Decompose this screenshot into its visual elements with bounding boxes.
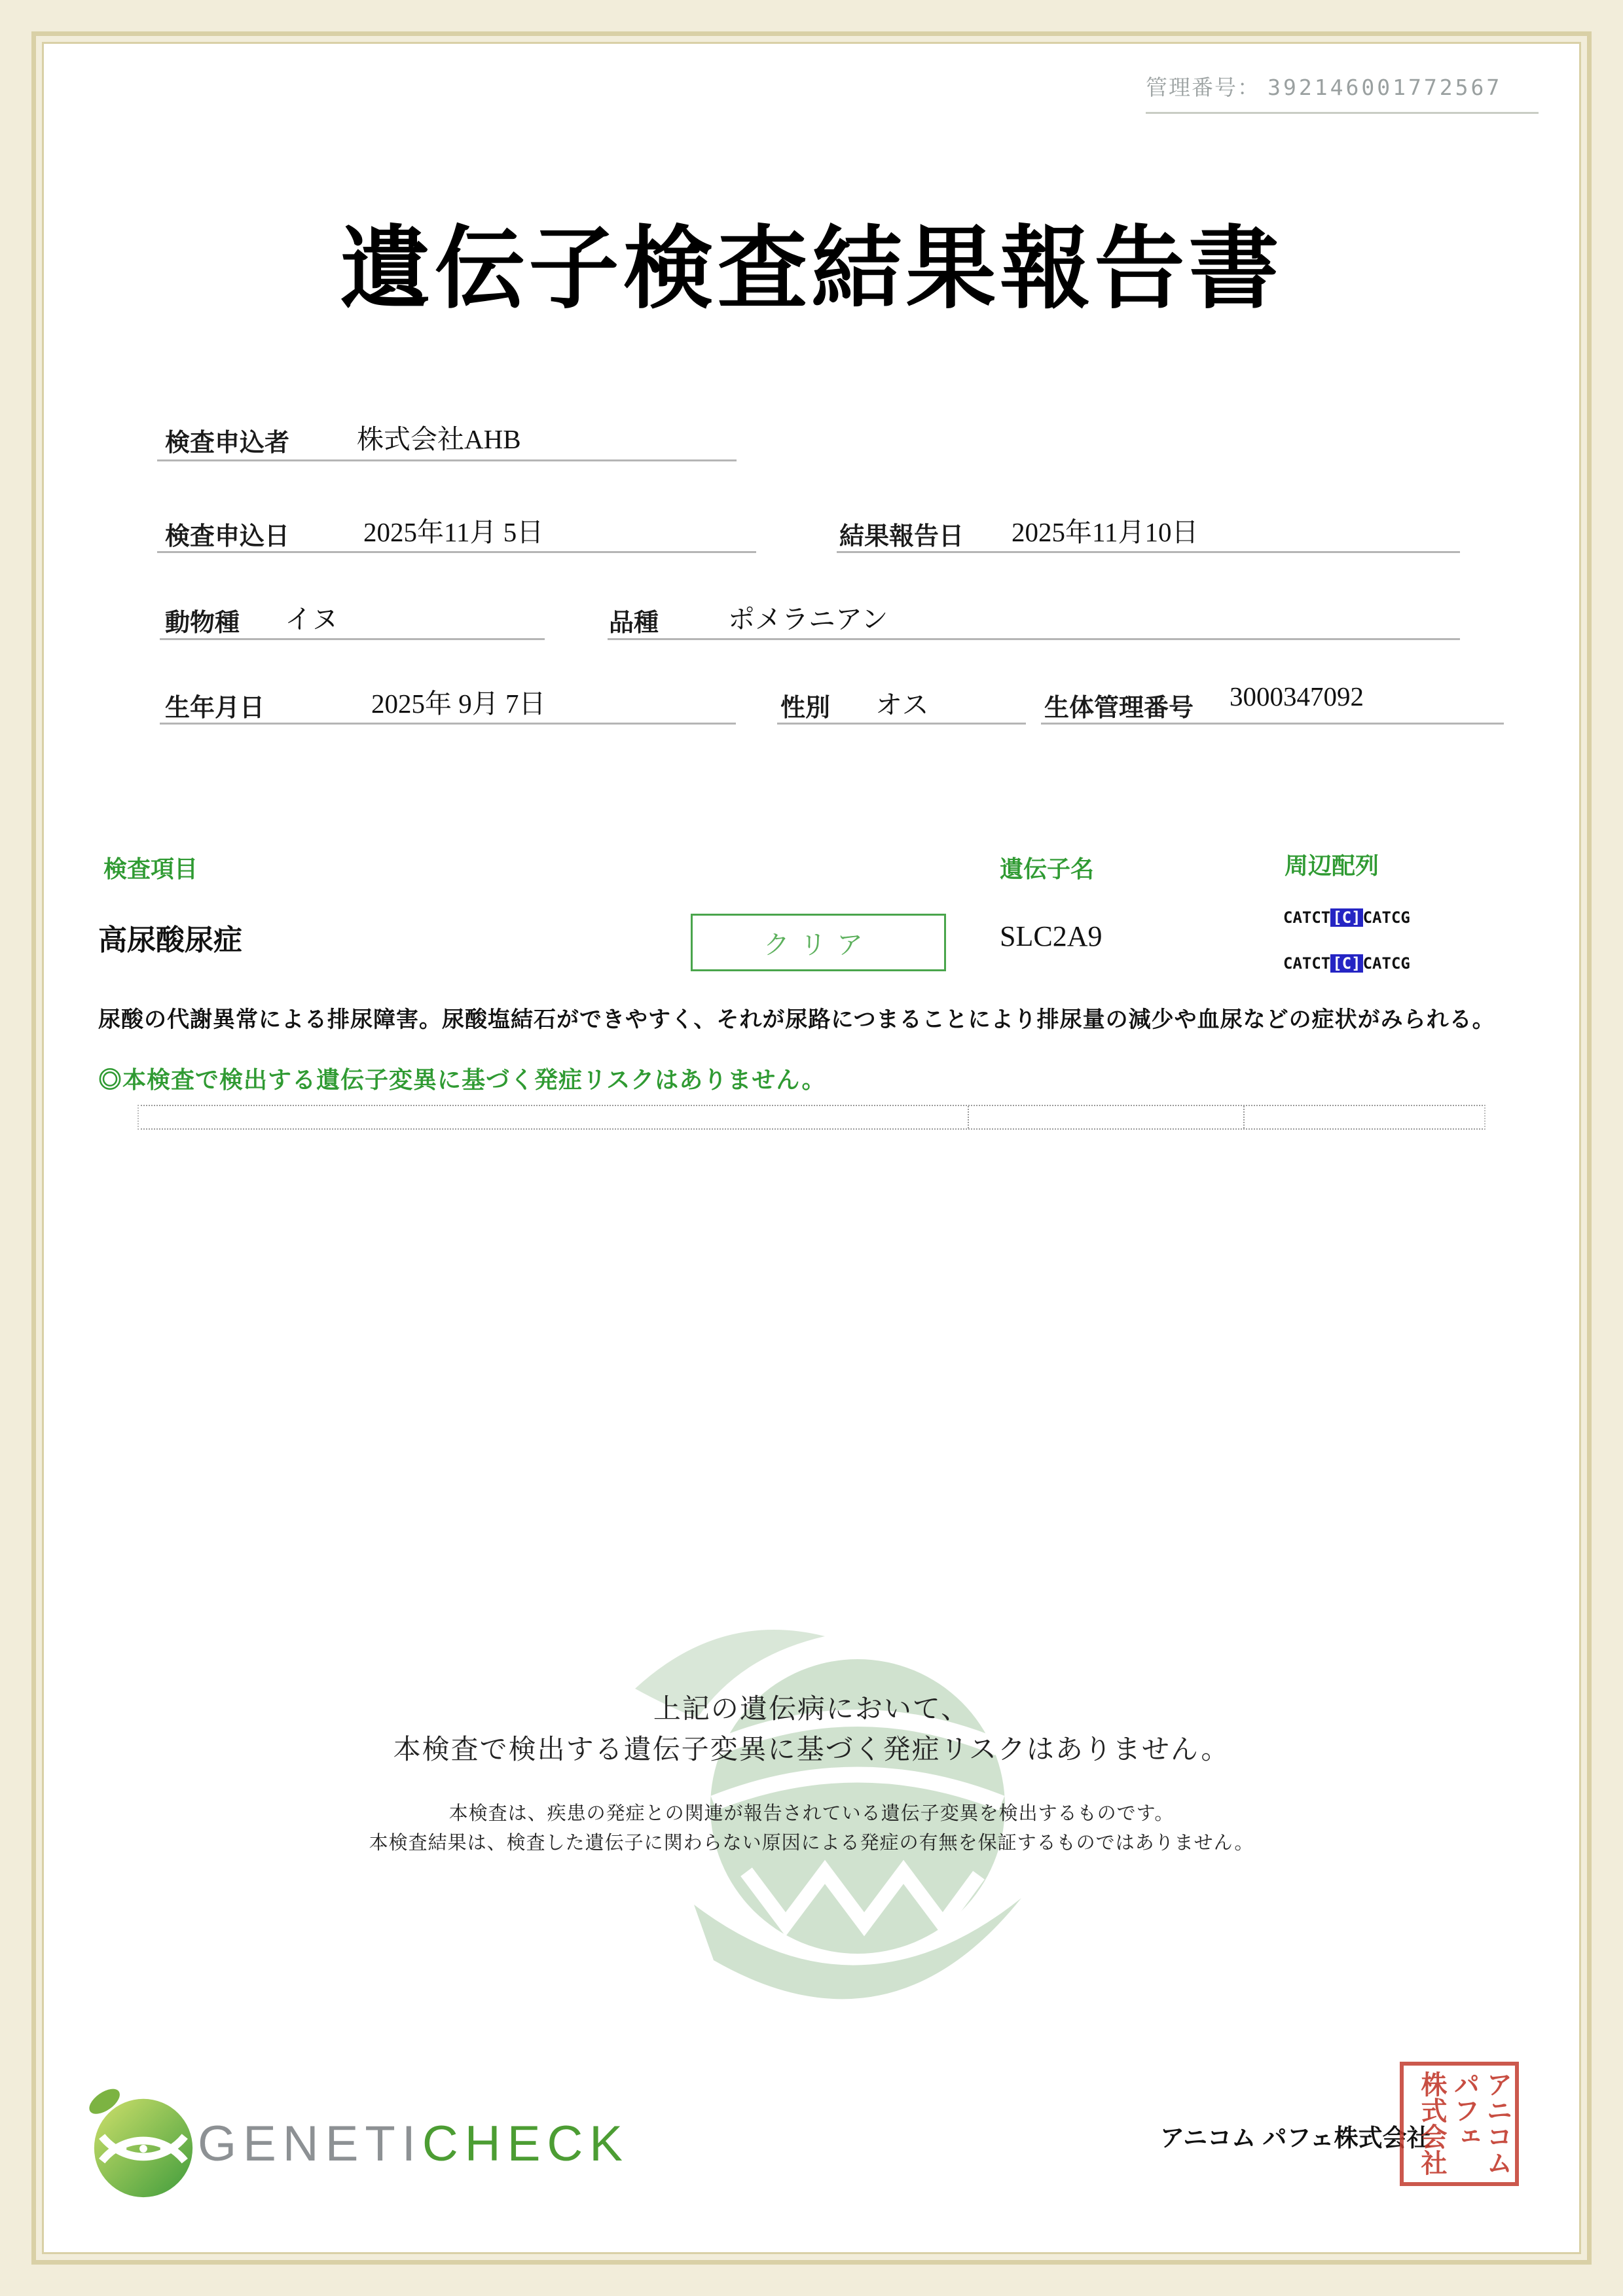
body-id-value: 3000347092 (1230, 681, 1364, 711)
report-date-underline (837, 551, 1460, 553)
page-title: 遺伝子検査結果報告書 (340, 219, 1283, 319)
management-number-label: 管理番号： (1146, 75, 1260, 99)
gene-name-value: SLC2A9 (1000, 920, 1103, 952)
body-id-label: 生体管理番号 (1044, 694, 1194, 722)
test-item-header: 検査項目 (103, 855, 198, 882)
seal-column: 株式会社 (1417, 2071, 1447, 2176)
summary-line-1: 上記の遺伝病において、 (653, 1693, 970, 1724)
summary-line-2: 本検査で検出する遺伝子変異に基づく発症リスクはありません。 (393, 1734, 1230, 1765)
disease-description: 尿酸の代謝異常による排尿障害。尿酸塩結石ができやすく、それが尿路につまることにより排尿量の減少や血尿などの症状がみられる。 (98, 1007, 1495, 1032)
result-status-badge: クリア (691, 914, 946, 971)
report-date-label: 結果報告日 (839, 523, 964, 550)
species-label: 動物種 (165, 609, 240, 637)
seal-column: アニコム (1483, 2071, 1512, 2176)
row-divider (1243, 1106, 1245, 1128)
birth-underline (160, 723, 736, 725)
report-date-value: 2025年11月10日 (1012, 517, 1199, 547)
sex-label: 性別 (780, 694, 831, 722)
species-underline (160, 638, 545, 640)
breed-value: ポメラニアン (728, 604, 888, 634)
sequence-suffix: CATCG (1362, 908, 1410, 927)
gene-name-header: 遺伝子名 (1000, 855, 1095, 882)
empty-result-row (137, 1105, 1486, 1130)
summary-note-2: 本検査結果は、検査した遺伝子に関わらない原因による発症の有無を保証するものではありません。 (369, 1833, 1254, 1854)
applicant-underline (157, 459, 737, 461)
test-item-name: 高尿酸尿症 (98, 924, 242, 956)
company-seal (1400, 2062, 1519, 2186)
management-number (1146, 71, 1539, 114)
company-name: アニコム パフェ株式会社 (1160, 2125, 1431, 2151)
logo-text-check: CHECK (422, 2116, 629, 2172)
sex-value: オス (875, 690, 929, 720)
logo-text-geneti: GENETI (198, 2116, 422, 2172)
row-divider (968, 1106, 969, 1128)
applicant-label: 検査申込者 (165, 429, 290, 457)
sequence-line-2 (1283, 954, 1410, 973)
geneticheck-logo-icon (84, 2085, 200, 2201)
species-value: イヌ (285, 604, 338, 634)
breed-underline (608, 638, 1460, 640)
seal-column: パフェ (1450, 2071, 1480, 2149)
body-id-underline (1041, 723, 1504, 725)
risk-note: ◎本検査で検出する遺伝子変異に基づく発症リスクはありません。 (98, 1066, 826, 1093)
sequence-prefix: CATCT (1283, 954, 1331, 973)
birth-value: 2025年 9月 7日 (371, 689, 546, 719)
applicant-value: 株式会社AHB (357, 424, 521, 454)
sequence-suffix: CATCG (1362, 954, 1410, 973)
geneticheck-logo-text (198, 2115, 629, 2172)
management-number-value: 392146001772567 (1267, 75, 1503, 100)
sex-underline (777, 723, 1026, 725)
breed-label: 品種 (609, 609, 659, 637)
apply-date-label: 検査申込日 (165, 523, 290, 550)
sequence-header: 周辺配列 (1285, 852, 1379, 879)
sequence-variant: [C] (1330, 954, 1362, 973)
sequence-variant: [C] (1330, 908, 1362, 927)
apply-date-value: 2025年11月 5日 (363, 517, 544, 547)
sequence-prefix: CATCT (1283, 908, 1331, 927)
birth-label: 生年月日 (165, 694, 265, 722)
apply-date-underline (157, 551, 756, 553)
summary-note-1: 本検査は、疾患の発症との関連が報告されている遺伝子変異を検出するものです。 (448, 1803, 1175, 1824)
sequence-line-1 (1283, 908, 1410, 927)
